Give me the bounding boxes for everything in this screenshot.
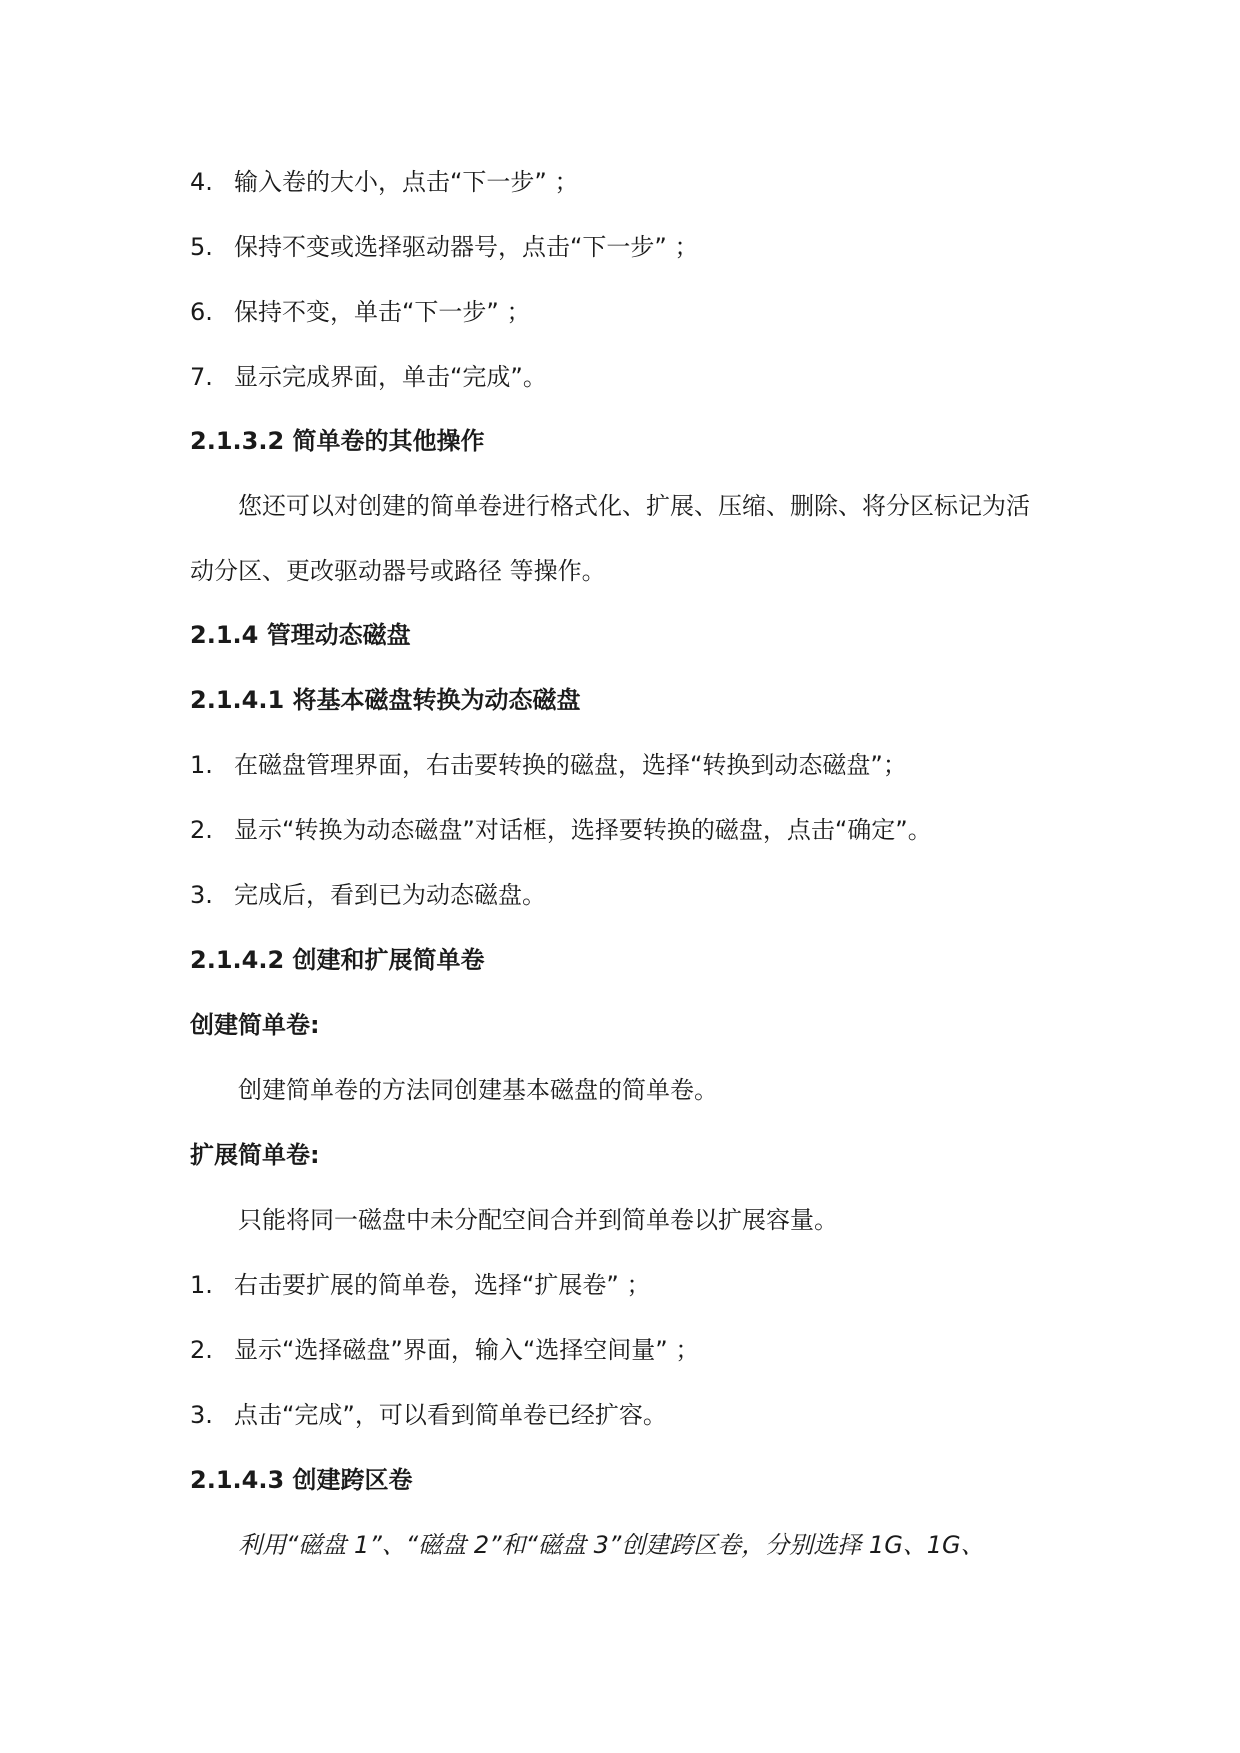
list-text: 保持不变或选择驱动器号，点击“下一步” ； — [234, 233, 699, 261]
list-item — [190, 1268, 1090, 1302]
list-text: 点击“完成”，可以看到简单卷已经扩容。 — [234, 1401, 667, 1429]
list-text: 显示完成界面，单击“完成”。 — [234, 363, 547, 391]
list-number: 2. — [190, 816, 213, 844]
subheading-create: 创建简单卷: — [190, 1011, 320, 1039]
list-text: 在磁盘管理界面，右击要转换的磁盘，选择“转换到动态磁盘”； — [234, 751, 907, 779]
list-number: 1. — [190, 1271, 213, 1299]
list-number: 1. — [190, 751, 213, 779]
paragraph-other-ops: 您还可以对创建的简单卷进行格式化、扩展、压缩、删除、将分区标记为活 — [238, 492, 1030, 520]
list-text: 保持不变，单击“下一步” ； — [234, 298, 531, 326]
section-heading-2141: 2.1.4.1 将基本磁盘转换为动态磁盘 — [190, 686, 581, 714]
list-text: 显示“转换为动态磁盘”对话框，选择要转换的磁盘，点击“确定”。 — [234, 816, 932, 844]
paragraph-other-ops-cont: 动分区、更改驱动器号或路径 等操作。 — [190, 557, 606, 585]
paragraph-extend: 只能将同一磁盘中未分配空间合并到简单卷以扩展容量。 — [238, 1206, 838, 1234]
list-number: 6. — [190, 298, 213, 326]
list-item — [190, 230, 1090, 264]
list-number: 3. — [190, 881, 213, 909]
list-item — [190, 813, 1090, 847]
paragraph-spanned: 利用“磁盘 1”、“磁盘 2”和“磁盘 3”创建跨区卷，分别选择 1G、1G、 — [238, 1531, 985, 1559]
list-item — [190, 1398, 1090, 1432]
section-heading-2132: 2.1.3.2 简单卷的其他操作 — [190, 427, 485, 455]
list-number: 5. — [190, 233, 213, 261]
list-item — [190, 295, 1090, 329]
list-item — [190, 878, 1090, 912]
section-heading-214: 2.1.4 管理动态磁盘 — [190, 621, 411, 649]
paragraph-create: 创建简单卷的方法同创建基本磁盘的简单卷。 — [238, 1076, 718, 1104]
list-item — [190, 1333, 1090, 1367]
subheading-extend: 扩展简单卷: — [190, 1141, 320, 1169]
list-item — [190, 748, 1090, 782]
list-number: 4. — [190, 168, 213, 196]
list-number: 2. — [190, 1336, 213, 1364]
list-text: 输入卷的大小，点击“下一步” ； — [234, 168, 579, 196]
list-text: 右击要扩展的简单卷，选择“扩展卷” ； — [234, 1271, 651, 1299]
section-heading-2143: 2.1.4.3 创建跨区卷 — [190, 1466, 413, 1494]
list-number: 7. — [190, 363, 213, 391]
list-text: 完成后，看到已为动态磁盘。 — [234, 881, 546, 909]
list-item — [190, 360, 1090, 394]
list-number: 3. — [190, 1401, 213, 1429]
list-item — [190, 165, 1090, 199]
list-text: 显示“选择磁盘”界面，输入“选择空间量” ； — [234, 1336, 700, 1364]
section-heading-2142: 2.1.4.2 创建和扩展简单卷 — [190, 946, 485, 974]
